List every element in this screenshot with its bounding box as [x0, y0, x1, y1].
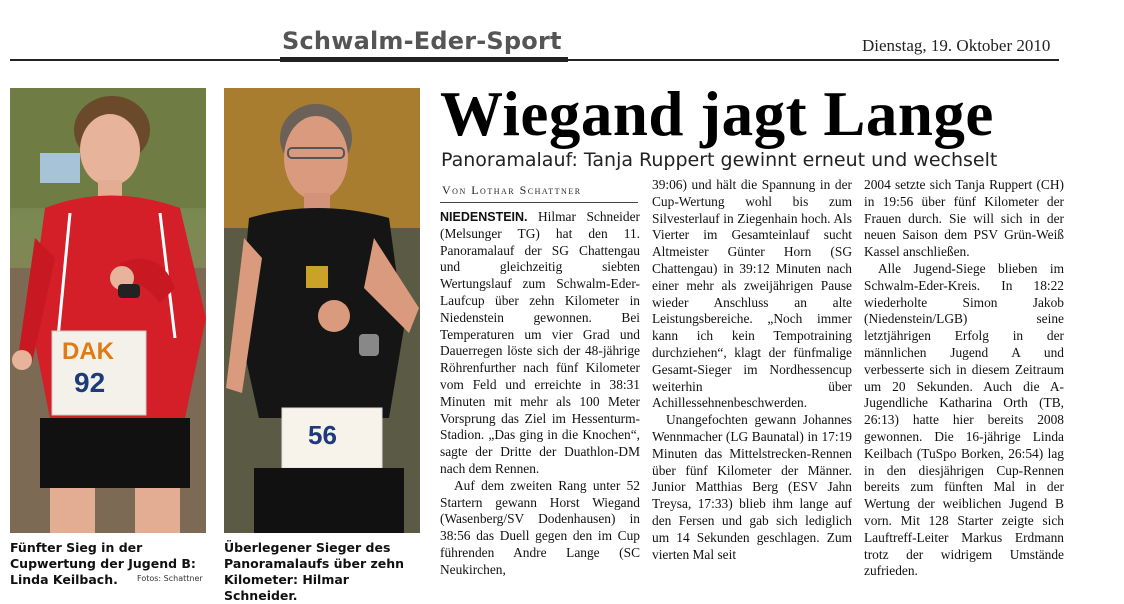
- photo-linda-keilbach: [10, 88, 206, 533]
- article-subheadline: Panoramalauf: Tanja Ruppert gewinnt erneut und wechselt: [441, 149, 998, 171]
- photo-hilmar-schneider: [224, 88, 420, 533]
- photo-caption-2: Überlegener Sieger des Panoramalaufs über zehn Kilometer: Hilmar Schneider.: [224, 540, 405, 603]
- article-paragraph: 2004 setzte sich Tanja Ruppert (CH) in 19:56 über fünf Kilometer der Frauen durch. Sie will sich in der neuen Saison dem PSV Grün-Weiß Kassel anschließen.: [864, 177, 1064, 260]
- bib-number-92: 92: [74, 367, 106, 398]
- byline-rule: [440, 202, 638, 203]
- issue-date: Dienstag, 19. Oktober 2010: [862, 36, 1051, 55]
- article-byline: Von Lothar Schattner: [442, 183, 582, 197]
- article-paragraph: Auf dem zweiten Rang unter 52 Startern gewann Horst Wiegand (Wasenberg/SV Dodenhausen) in 38:56 das Duell gegen den im Cup führenden Andre Lange (SC Neukirchen,: [440, 477, 640, 577]
- photo-caption-1: Fünfter Sieg in der Cupwertung der Jugend B: Linda Keilbach.: [10, 540, 196, 587]
- bib-number-56: 56: [308, 420, 337, 450]
- article-paragraph: Alle Jugend-Siege blieben im Schwalm-Eder-Kreis. In 18:22 wiederholte Simon Jakob (Niedenstein/LGB) seine letztjährigen Erfolg in der männlichen Jugend A und verbesserte sich in diesem Zeitraum um 20 Sekunden. Auch die A-Jugendliche Katharina Orth (TB, 26:13) hatte hier bereits 2008 gewonnen. Die 16-jährige Linda Keilbach (TuSpo Borken, 26:54) lag in den diesjährigen Cup-Rennen bereits zum fünften Mal in der Wertung der weiblichen Jugend B vorn. Mit 128 Starter zeigte sich Lauftreff-Leiter Markus Erdmann trotz der widrigem Umstände zufrieden.: [864, 260, 1064, 579]
- header-rule-accent: [280, 57, 568, 62]
- paragraph-text: Hilmar Schneider (Melsunger TG) hat den 11. Panoramalauf der SG Chattengau und gleichzeitig siebten Wertungslauf zum Schwalm-Eder-Laufcup über zehn Kilometer in Niedenstein gewonnen. Bei Temperaturen um vier Grad und Dauerregen löste sich der 48-jährige Röhrenfurther nach fünf Kilometer vom Feld und erreichte in 38:31 Minuten mit mehr als 100 Meter Vorsprung das Ziel im Hessenturm-Stadion. „Das ging in die Knochen“, sagte der Dritte der Duathlon-DM nach dem Rennen.: [440, 209, 640, 476]
- article-column-3: [864, 177, 1064, 580]
- runner-illustration-1: [10, 88, 206, 533]
- article-column-2: [652, 177, 852, 563]
- article-paragraph: [440, 209, 640, 478]
- photo-credit: Fotos: Schattner: [137, 574, 203, 583]
- article-column-1: [440, 209, 640, 579]
- article-paragraph: Unangefochten gewann Johannes Wennmacher (LG Baunatal) in 17:19 Minuten das Mittelstrecken-Rennen über fünf Kilometer der Männer. Junior Matthias Berg (ESV Jahn Treysa, 17:33) blieb ihm lange auf den Fersen und gab sich lediglich um 14 Sekunden geschlagen. Zum vierten Mal seit: [652, 412, 852, 562]
- runner-illustration-2: [224, 88, 420, 533]
- article-headline: Wiegand jagt Lange: [440, 79, 994, 149]
- bib-sponsor: DAK: [62, 338, 114, 365]
- section-title: Schwalm-Eder-Sport: [282, 27, 562, 55]
- article-paragraph: 39:06) und hält die Spannung in der Cup-Wertung wohl bis zum Silvesterlauf in Ziegenhain hoch. Als Vierter im Gesamteinlauf sucht Altmeister Günter Horn (SG Chattengau) in 39:12 Minuten nach einer mehr als zweijährigen Pause wieder Anschluss an alte Leistungsbereiche. „Noch immer kann ich kein Tempotraining durchziehen“, klagt der fünfmalige Gesamt-Sieger im Nordhessencup weiterhin über Achillessehnenbeschwerden.: [652, 177, 852, 411]
- dateline: NIEDENSTEIN.: [440, 210, 528, 224]
